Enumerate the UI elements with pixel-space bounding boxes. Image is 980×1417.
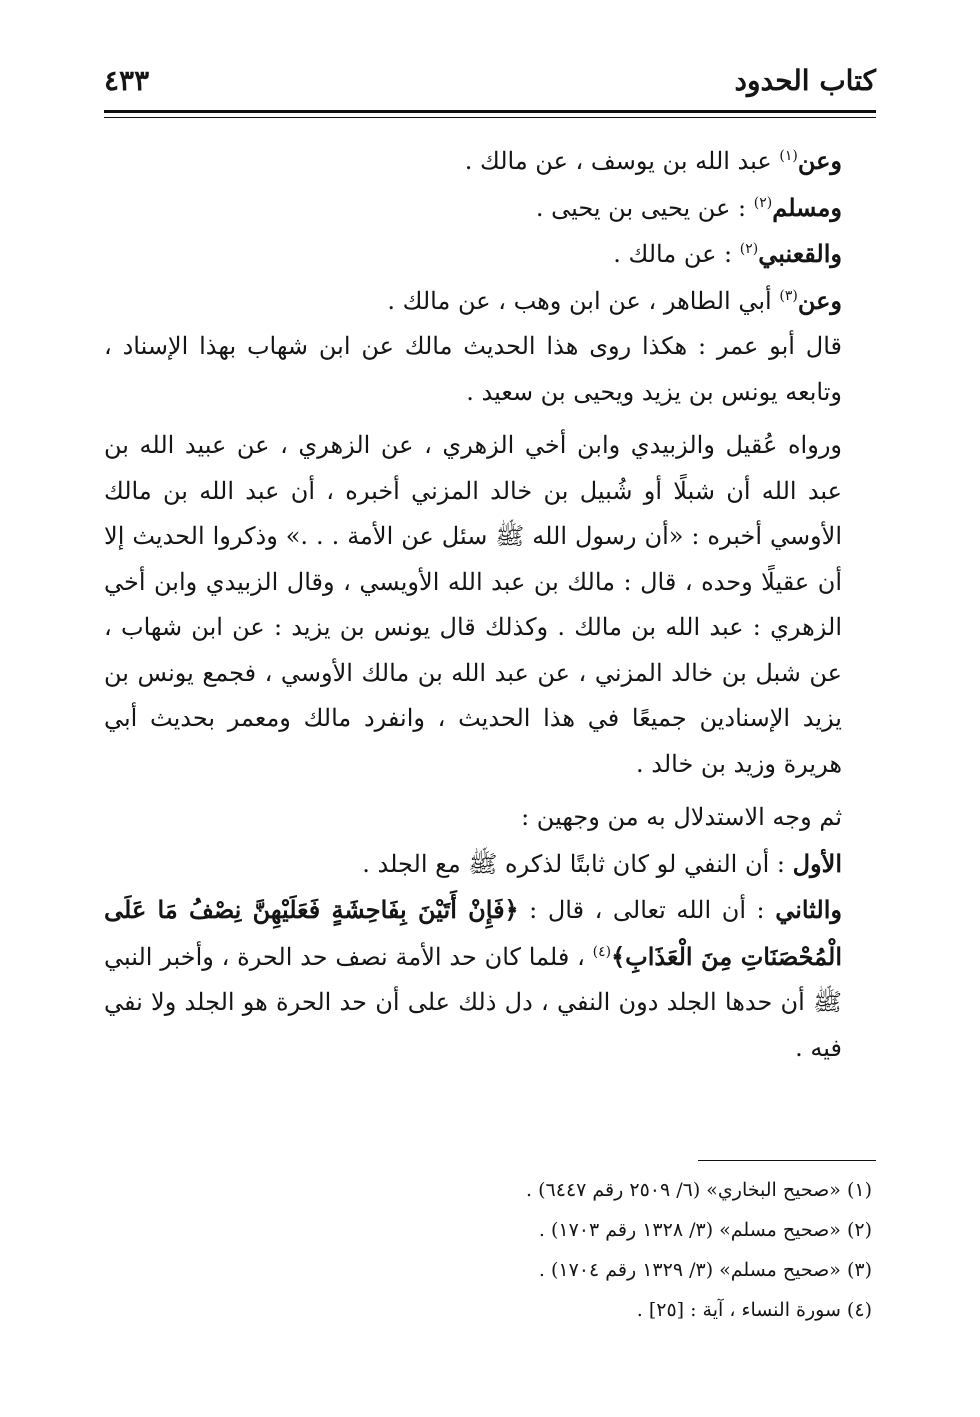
chain-line-1-text: عبد الله بن يوسف ، عن مالك . xyxy=(464,147,780,175)
chain-line-4-lead: وعن xyxy=(797,285,842,315)
chain-line-3-lead: والقعنبي xyxy=(758,239,842,268)
header-rule-thick xyxy=(104,110,876,113)
second-point-post: ، فلما كان حد الأمة نصف حد الحرة ، وأخبر النبي ﷺ أن حدها الجلد دون النفي ، دل ذلك على أن حد الحرة هو الجلد ولا نفي فيه . xyxy=(104,942,842,1062)
chain-line-3 xyxy=(104,231,876,278)
footnote-ref-4[interactable]: (٤) xyxy=(592,943,612,960)
footnote-ref-2b[interactable]: (٢) xyxy=(739,241,759,257)
first-point-text: : أن النفي لو كان ثابتًا لذكره ﷺ مع الجلد . xyxy=(362,849,793,878)
chain-line-2-text: : عن يحيى بن يحيى . xyxy=(535,193,754,222)
page-header xyxy=(104,64,876,108)
chain-line-4-text: أبي الطاهر ، عن ابن وهب ، عن مالك . xyxy=(387,286,780,315)
header-rule-thin xyxy=(104,117,876,118)
quran-verse: ﴿فَإِنْ أَتَيْنَ بِفَاحِشَةٍ فَعَلَيْهِنَّ نِصْفُ مَا عَلَى الْمُحْصَنَاتِ مِنَ الْعَذَابِ﴾ xyxy=(104,895,842,971)
second-point-lead: والثاني xyxy=(775,895,842,924)
main-text xyxy=(104,138,876,1071)
page-number: ٤٣٣ xyxy=(104,64,150,97)
footnote-4: (٤) سورة النساء ، آية : [٢٥] . xyxy=(636,1299,872,1321)
second-point-pre: : أن الله تعالى ، قال : xyxy=(518,896,776,924)
paragraph-abu-umar: قال أبو عمر : هكذا روى هذا الحديث مالك عن ابن شهاب بهذا الإسناد ، وتابعه يونس بن يزيد ويحيى بن سعيد . xyxy=(104,332,842,406)
footnote-ref-1[interactable]: (١) xyxy=(779,148,798,164)
footnote-2: (٢) «صحيح مسلم» (٣/ ١٣٢٨ رقم ١٧٠٣) . xyxy=(538,1219,872,1241)
footnote-separator xyxy=(698,1160,876,1161)
paragraph-second-point xyxy=(104,887,876,1071)
chain-line-3-text: : عن مالك . xyxy=(613,240,740,268)
chapter-title: كتاب الحدود xyxy=(734,64,876,97)
chain-line-4 xyxy=(104,278,876,325)
paragraph-first-point xyxy=(104,841,876,888)
chain-line-2 xyxy=(104,185,876,232)
chain-line-1 xyxy=(104,138,876,185)
chain-line-2-lead: ومسلم xyxy=(772,192,842,222)
footnote-ref-3[interactable]: (٣) xyxy=(779,287,798,304)
footnote-ref-2[interactable]: (٢) xyxy=(753,194,773,211)
paragraph-wajh: ثم وجه الاستدلال به من وجهين : xyxy=(521,803,842,831)
first-point-lead: الأول xyxy=(792,848,842,878)
paragraph-uqayl: ورواه عُقيل والزبيدي وابن أخي الزهري ، عن الزهري ، عن عبيد الله بن عبد الله أن شبلًا أو شُبيل بن خالد المزني أخبره ، أن عبد الله بن مالك الأوسي أخبره : «أن رسول الله ﷺ سئل عن الأمة . . .» وذكروا الحديث إلا أن عقيلًا وحده ، قال : مالك بن عبد الله الأويسي ، وقال الزبيدي وابن أخي الزهري : عبد الله بن مالك . وكذلك قال يونس بن يزيد : عن ابن شهاب ، عن شبل بن خالد المزني ، عن عبد الله بن مالك الأوسي ، فجمع يونس بن يزيد الإسنادين جميعًا في هذا الحديث ، وانفرد مالك ومعمر بحديث أبي هريرة وزيد بن خالد . xyxy=(104,431,842,778)
footnote-1: (١) «صحيح البخاري» (٦/ ٢٥٠٩ رقم ٦٤٤٧) . xyxy=(526,1179,872,1201)
footnotes xyxy=(104,1170,876,1330)
footnote-3: (٣) «صحيح مسلم» (٣/ ١٣٢٩ رقم ١٧٠٤) . xyxy=(538,1259,872,1281)
chain-line-1-lead: وعن xyxy=(797,146,842,175)
